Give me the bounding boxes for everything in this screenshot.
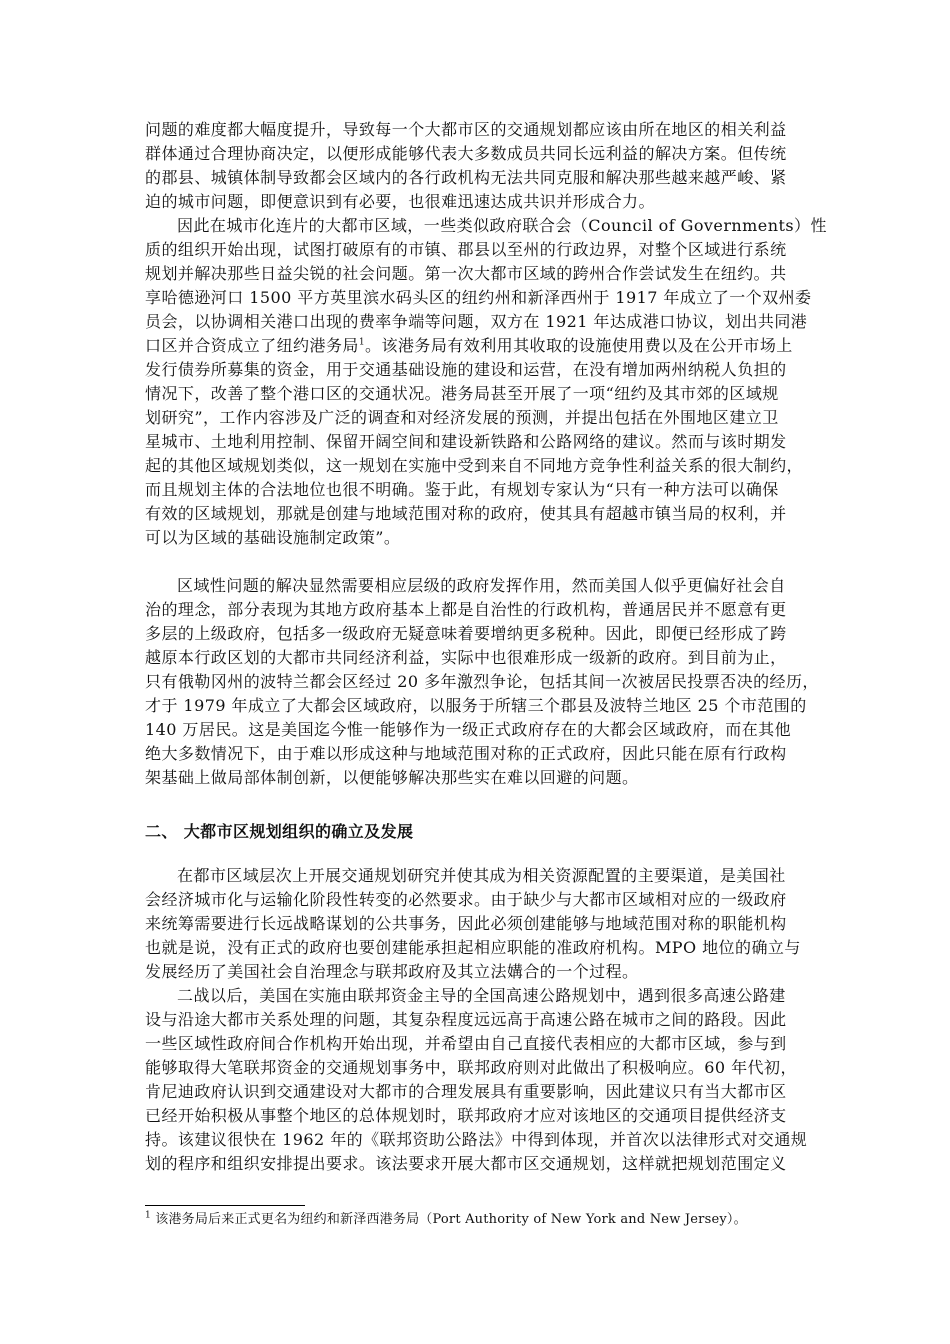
body-line: 一些区域性政府间合作机构开始出现，并希望由自己直接代表相应的大都市区域，参与到 (145, 1034, 787, 1053)
body-line: 140 万居民。这是美国迄今惟一能够作为一级正式政府存在的大都会区域政府，而在其他 (145, 720, 792, 739)
body-line: 划研究”，工作内容涉及广泛的调查和对经济发展的预测，并提出包括在外围地区建立卫 (145, 408, 779, 427)
body-line: 的郡县、城镇体制导致都会区域内的各行政机构无法共同克服和解决那些越来越严峻、紧 (145, 168, 787, 187)
body-line: 发行债券所募集的资金，用于交通基础设施的建设和运营，在没有增加两州纳税人负担的 (145, 360, 787, 379)
body-line: 肯尼迪政府认识到交通建设对大都市的合理发展具有重要影响，因此建议只有当大都市区 (145, 1082, 787, 1101)
section-heading: 二、 大都市区规划组织的确立及发展 (145, 822, 414, 841)
body-line: 可以为区域的基础设施制定政策”。 (145, 528, 401, 547)
footnote-reference[interactable]: 1 (358, 337, 366, 348)
body-line: 才于 1979 年成立了大都会区域政府，以服务于所辖三个郡县及波特兰地区 25 个市范围的 (145, 696, 807, 715)
footnote-marker: 1 (145, 1210, 151, 1221)
body-line: 群体通过合理协商决定，以便形成能够代表大多数成员共同长远利益的解决方案。但传统 (145, 144, 787, 163)
body-line: 来统筹需要进行长远战略谋划的公共事务，因此必须创建能够与地域范围对称的职能机构 (145, 914, 787, 933)
body-line: 在都市区域层次上开展交通规划研究并使其成为相关资源配置的主要渠道，是美国社 (177, 866, 786, 885)
footnote-separator (145, 1205, 305, 1206)
body-line: 而且规划主体的合法地位也很不明确。鉴于此，有规划专家认为“只有一种方法可以确保 (145, 480, 779, 499)
body-text: 。该港务局有效利用其收取的设施使用费以及在公开市场上 (365, 336, 793, 355)
body-line: 因此在城市化连片的大都市区域，一些类似政府联合会（Council of Governments）性 (177, 216, 827, 235)
footnote-text: 该港务局后来正式更名为纽约和新泽西港务局（Port Authority of New York and New Jersey）。 (150, 1212, 747, 1227)
body-line-with-footnote (145, 334, 793, 358)
body-line: 只有俄勒冈州的波特兰都会区经过 20 多年激烈争论，包括其间一次被居民投票否决的经历， (145, 672, 819, 691)
body-line: 能够取得大笔联邦资金的交通规划事务中，联邦政府则对此做出了积极响应。60 年代初， (145, 1058, 797, 1077)
body-line: 持。该建议很快在 1962 年的《联邦资助公路法》中得到体现，并首次以法律形式对交通规 (145, 1130, 808, 1149)
body-line: 绝大多数情况下，由于难以形成这种与地域范围对称的正式政府，因此只能在原有行政构 (145, 744, 787, 763)
body-line: 治的理念，部分表现为其地方政府基本上都是自治性的行政机构，普通居民并不愿意有更 (145, 600, 787, 619)
body-line: 规划并解决那些日益尖锐的社会问题。第一次大都市区域的跨州合作尝试发生在纽约。共 (145, 264, 787, 283)
body-line: 迫的城市问题，即便意识到有必要，也很难迅速达成共识并形成合力。 (145, 192, 655, 211)
body-text: 口区并合资成立了纽约港务局 (145, 336, 359, 355)
body-line: 越原本行政区划的大都市共同经济利益，实际中也很难形成一级新的政府。到目前为止， (145, 648, 787, 667)
body-line: 区域性问题的解决显然需要相应层级的政府发挥作用，然而美国人似乎更偏好社会自 (177, 576, 786, 595)
body-line: 也就是说，没有正式的政府也要创建能承担起相应职能的准政府机构。MPO 地位的确立与 (145, 938, 801, 957)
body-line: 已经开始积极从事整个地区的总体规划时，联邦政府才应对该地区的交通项目提供经济支 (145, 1106, 787, 1125)
body-line: 起的其他区域规划类似，这一规划在实施中受到来自不同地方竞争性利益关系的很大制约， (145, 456, 804, 475)
body-line: 二战以后，美国在实施由联邦资金主导的全国高速公路规划中，遇到很多高速公路建 (177, 986, 786, 1005)
footnote (145, 1210, 747, 1230)
body-line: 设与沿途大都市关系处理的问题，其复杂程度远远高于高速公路在城市之间的路段。因此 (145, 1010, 787, 1029)
body-line: 多层的上级政府，包括多一级政府无疑意味着要增纳更多税种。因此，即便已经形成了跨 (145, 624, 787, 643)
body-line: 架基础上做局部体制创新，以便能够解决那些实在难以回避的问题。 (145, 768, 639, 787)
body-line: 问题的难度都大幅度提升，导致每一个大都市区的交通规划都应该由所在地区的相关利益 (145, 120, 787, 139)
body-line: 员会，以协调相关港口出现的费率争端等问题，双方在 1921 年达成港口协议，划出共同港 (145, 312, 808, 331)
body-line: 发展经历了美国社会自治理念与联邦政府及其立法媾合的一个过程。 (145, 962, 639, 981)
body-line: 有效的区域规划，那就是创建与地域范围对称的政府，使其具有超越市镇当局的权利，并 (145, 504, 787, 523)
body-line: 质的组织开始出现，试图打破原有的市镇、郡县以至州的行政边界，对整个区域进行系统 (145, 240, 787, 259)
body-line: 情况下，改善了整个港口区的交通状况。港务局甚至开展了一项“纽约及其市郊的区域规 (145, 384, 779, 403)
body-line: 星城市、土地利用控制、保留开阔空间和建设新铁路和公路网络的建议。然而与该时期发 (145, 432, 787, 451)
body-line: 会经济城市化与运输化阶段性转变的必然要求。由于缺少与大都市区域相对应的一级政府 (145, 890, 787, 909)
body-line: 划的程序和组织安排提出要求。该法要求开展大都市区交通规划，这样就把规划范围定义 (145, 1154, 787, 1173)
body-line: 享哈德逊河口 1500 平方英里滨水码头区的纽约州和新泽西州于 1917 年成立了一个双州委 (145, 288, 812, 307)
